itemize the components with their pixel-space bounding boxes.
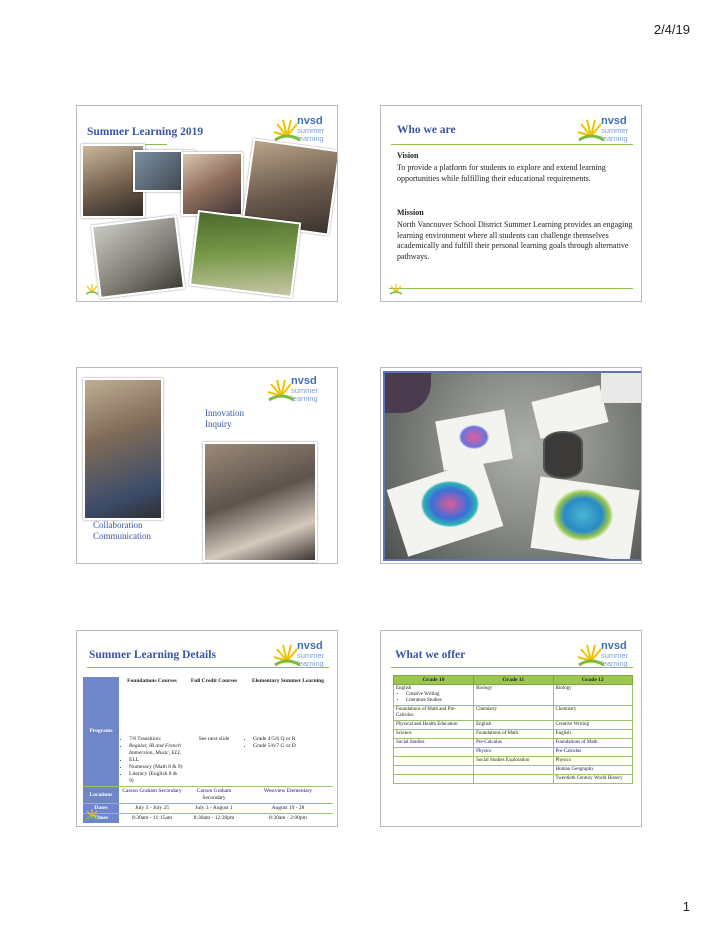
table-cell: Physics <box>553 757 632 766</box>
row-label-times: Times <box>83 814 119 824</box>
location-cell: Westview Elementary <box>263 788 313 794</box>
logo-summer: summer <box>601 126 629 135</box>
table-cell: Biology <box>553 685 632 706</box>
table-cell: Foundations of Math <box>474 730 553 739</box>
student-arm <box>385 373 431 413</box>
table-cell: English <box>474 721 553 730</box>
logo-learning: learning <box>601 659 628 668</box>
nvsd-logo <box>577 116 639 146</box>
time-cell: 8:30am - 2:00pm <box>269 815 307 821</box>
photo-students-workshop <box>91 215 185 299</box>
logo-learning: learning <box>297 134 324 143</box>
mission-text: North Vancouver School District Summer Learning provides an engaging learning environment where all students can challenge themselves academically and fulfill their personal learning goals through alternative pathways. <box>397 220 633 261</box>
logo-nvsd: nvsd <box>601 115 627 127</box>
slide-title: Summer Learning 2019 <box>87 126 204 138</box>
slide-title: Summer Learning Details <box>89 649 216 661</box>
slide-innovation-collaboration <box>76 367 338 564</box>
location-cell: Carson Graham Secondary <box>122 788 182 794</box>
table-cell <box>394 775 474 784</box>
painting-splash <box>553 489 613 541</box>
footer-sun-icon <box>85 283 99 295</box>
footer-sun-icon <box>389 283 403 295</box>
col-header-grade-10: Grade 10 <box>394 676 474 685</box>
logo-nvsd: nvsd <box>291 375 317 387</box>
logo-nvsd: nvsd <box>601 640 627 652</box>
student-shirt <box>601 373 641 403</box>
slide-title: Who we are <box>397 124 456 136</box>
slide-who-we-are <box>380 105 642 302</box>
nvsd-logo <box>577 641 639 671</box>
photo-watercolor-painting <box>383 371 642 561</box>
col-header-grade-12: Grade 12 <box>553 676 632 685</box>
vision-text: To provide a platform for students to explore and extend learning opportunities while fulfilling their educational requirements. <box>397 163 606 183</box>
table-cell: Biology <box>474 685 553 706</box>
time-cell: 8:30am - 12:30pm <box>193 815 235 821</box>
list-item: • Literacy (English 8 & 9) <box>129 771 183 785</box>
mission-heading: Mission <box>397 208 424 217</box>
photo-students-outdoors <box>189 210 301 298</box>
table-cell: Foundations of Math and Pre-Calculus <box>394 706 474 721</box>
details-table <box>83 677 333 823</box>
row-label-programs: Programs <box>83 677 119 787</box>
slide-title: What we offer <box>395 649 466 661</box>
time-cell: 8:30am - 11:15am <box>131 815 173 821</box>
table-cell: Chemistry <box>553 706 632 721</box>
list-item: • ELL <box>129 757 183 764</box>
table-cell: Pre-Calculus <box>474 739 553 748</box>
table-cell: English <box>553 730 632 739</box>
table-cell <box>394 685 474 706</box>
logo-learning: learning <box>291 394 318 403</box>
water-cup <box>543 431 583 479</box>
logo-summer: summer <box>297 126 325 135</box>
painting-splash <box>421 481 479 527</box>
logo-summer: summer <box>601 651 629 660</box>
label-collaboration: Collaboration <box>93 520 143 530</box>
table-cell <box>394 748 474 757</box>
vision-heading: Vision <box>397 151 419 160</box>
table-cell: Creative Writing <box>553 721 632 730</box>
label-communication: Communication <box>93 531 151 541</box>
table-cell: Twentieth Century World History <box>553 775 632 784</box>
table-cell: Foundations of Math <box>553 739 632 748</box>
label-innovation: Innovation <box>205 408 244 418</box>
list-item: • Numeracy (Math 8 & 9) <box>129 764 183 771</box>
date-cell: August 19 - 28 <box>271 805 305 811</box>
col-header-grade-11: Grade 11 <box>474 676 553 685</box>
full-credit-note: See next slide <box>198 736 230 742</box>
cell-text: English <box>396 686 412 691</box>
location-cell: Carson Graham Secondary <box>196 788 232 801</box>
foundations-list <box>119 735 185 787</box>
col-header-full-credit: Full Credit Courses <box>190 678 238 684</box>
label-inquiry: Inquiry <box>205 419 232 429</box>
footer-rule <box>389 288 633 289</box>
logo-learning: learning <box>601 134 628 143</box>
painting-splash <box>459 425 489 449</box>
slide-painting-photo <box>380 367 642 564</box>
list-item: • Grade 5/6/7 G or D <box>253 743 331 750</box>
page-date: 2/4/19 <box>653 22 690 37</box>
slide-summer-learning-2019 <box>76 105 338 302</box>
nvsd-logo <box>273 641 335 671</box>
slide-summer-learning-details <box>76 630 338 827</box>
table-cell <box>474 775 553 784</box>
table-cell: Science <box>394 730 474 739</box>
logo-learning: learning <box>297 659 324 668</box>
photo-students-group <box>181 152 243 216</box>
table-cell: Social Studies <box>394 739 474 748</box>
list-item: • Literature Studies <box>406 698 471 704</box>
list-item: • Grade 4/5/6 Q or R <box>253 736 331 743</box>
table-cell <box>474 766 553 775</box>
photo-student-science <box>203 442 317 562</box>
elementary-list <box>243 735 333 787</box>
col-header-elementary: Elementary Summer Learning <box>251 678 324 684</box>
table-cell <box>394 766 474 775</box>
table-cell: Human Geography <box>553 766 632 775</box>
page-number: 1 <box>682 899 690 914</box>
date-cell: July 3 - July 25 <box>135 805 169 811</box>
table-cell: Pre-Calculus <box>553 748 632 757</box>
nvsd-logo <box>267 376 329 406</box>
table-cell: Physical and Health Education <box>394 721 474 730</box>
table-cell: Physics <box>474 748 553 757</box>
date-cell: July 3 - August 1 <box>195 805 233 811</box>
slide-what-we-offer <box>380 630 642 827</box>
table-cell: Chemistry <box>474 706 553 721</box>
table-cell: Social Studies Exploration <box>474 757 553 766</box>
courses-table <box>393 675 633 784</box>
logo-summer: summer <box>297 651 325 660</box>
list-item: • 7/8 Transition: <box>129 736 183 743</box>
logo-nvsd: nvsd <box>297 115 323 127</box>
list-item: • Regular, IB and French Immersion, Music, ELL <box>129 743 183 757</box>
col-header-foundations: Foundations Courses <box>127 678 177 684</box>
footer-sun-icon <box>85 808 99 820</box>
logo-nvsd: nvsd <box>297 640 323 652</box>
list-item: • Creative Writing <box>406 692 471 698</box>
row-label-locations: Locations <box>83 787 119 804</box>
table-cell <box>394 757 474 766</box>
row-label-dates: Dates <box>83 804 119 814</box>
photo-students-computers <box>83 378 163 520</box>
logo-summer: summer <box>291 386 319 395</box>
